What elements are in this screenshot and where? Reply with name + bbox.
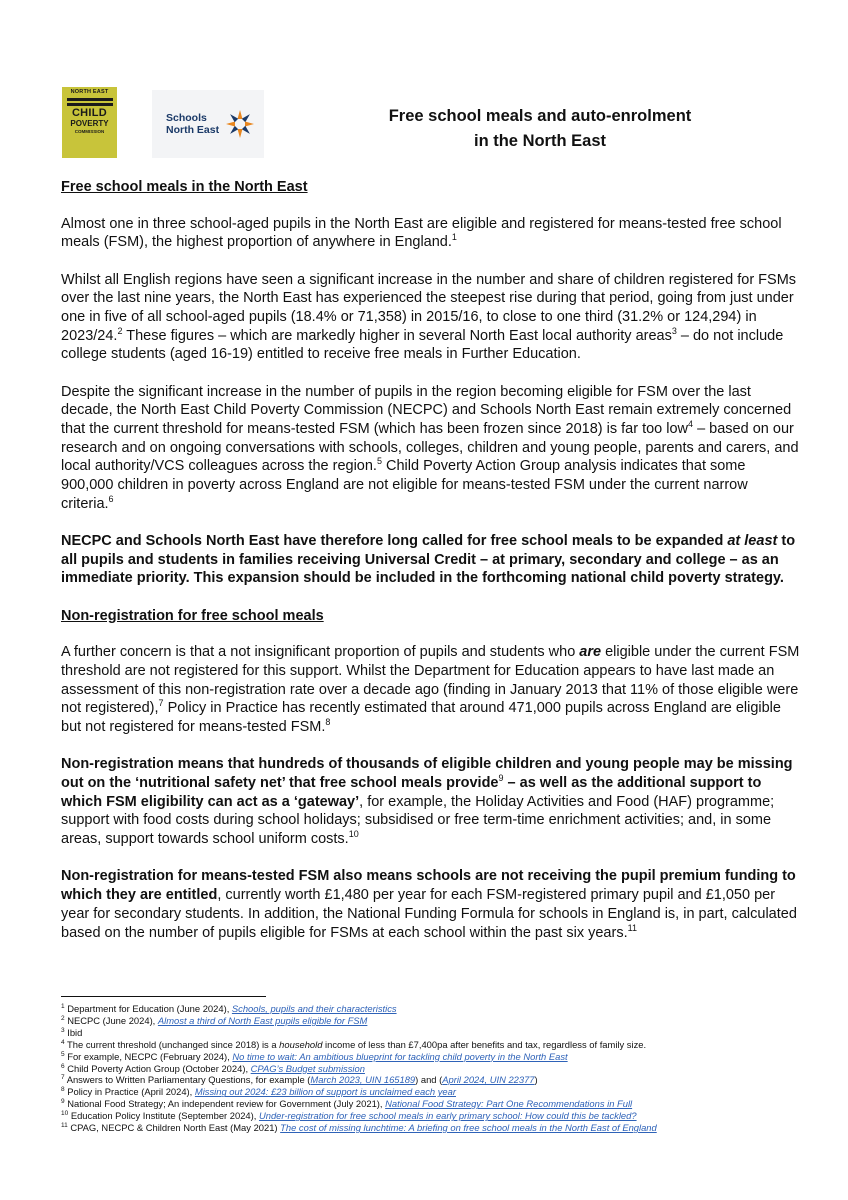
paragraph	[61, 867, 801, 942]
bold-text: NECPC and Schools North East have therefore long called for free school meals to be expanded	[61, 533, 728, 550]
footnote-number: 11	[61, 1121, 68, 1129]
necpc-logo-line1: NORTH EAST	[70, 89, 109, 95]
footnote-link[interactable]: National Food Strategy: Part One Recommendations in Full	[385, 1098, 633, 1110]
paragraph-text: – do not include college students (aged 16-19) entitled to receive free meals in Further Education.	[61, 327, 784, 363]
footnote-number: 10	[61, 1110, 69, 1118]
footnote-text: Answers to Written Parliamentary Questions, for example (	[64, 1074, 311, 1086]
footnote-separator	[61, 996, 266, 997]
footnote-ref: 7	[158, 698, 164, 709]
footnote-ref: 6	[108, 494, 114, 505]
footnote-text: Ibid	[64, 1026, 83, 1038]
footnote	[61, 1074, 821, 1086]
bold-text: Non-registration for means-tested FSM also means schools are not receiving the pupil premium funding to which they are entitled	[61, 868, 796, 904]
necpc-logo-line2: CHILD	[71, 106, 108, 119]
footnote-link[interactable]: March 2023, UIN 165189	[310, 1074, 416, 1086]
footnote-number: 7	[61, 1074, 65, 1082]
footnote-number: 9	[61, 1098, 65, 1106]
footnote-ref: 10	[348, 829, 359, 840]
paragraph-text: – based on our research and on ongoing conversations with schools, colleges, children and young people, parents and carers, and local authority/VCS colleagues across the region.	[61, 421, 799, 475]
document-body	[61, 178, 801, 942]
footnote-number: 1	[61, 1002, 65, 1010]
necpc-logo	[62, 87, 117, 158]
paragraph-text: Policy in Practice has recently estimated that around 471,000 pupils across England are eligible but not registered for means-tested FSM.	[61, 700, 781, 736]
footnote-number: 5	[61, 1050, 65, 1058]
paragraph-text: These figures – which are markedly higher in several North East local authority areas	[122, 327, 672, 344]
paragraph	[61, 215, 801, 252]
footnote-text: )	[534, 1074, 538, 1086]
footnote-link[interactable]: April 2024, UIN 22377	[442, 1074, 535, 1086]
bold-text: – as well as the additional support to which FSM eligibility can act as a ‘gateway’	[61, 775, 762, 810]
footnote-number: 6	[61, 1062, 65, 1070]
footnote	[61, 1086, 821, 1098]
footnote-number: 8	[61, 1086, 65, 1094]
necpc-logo-bar	[67, 103, 113, 106]
footnote	[61, 1027, 821, 1039]
footnote-link[interactable]: Schools, pupils and their characteristics	[231, 1003, 397, 1014]
footnote-ref: 11	[627, 922, 637, 933]
section-heading-non-registration: Non-registration for free school meals	[61, 607, 324, 624]
title-line-1: Free school meals and auto-enrolment	[388, 107, 692, 125]
paragraph-text: , for example, the Holiday Activities and Food (HAF) programme; support with food costs during school holidays; subsidised or free term-time enrichment activities; and, in some areas, support towards school uniform costs.	[61, 793, 775, 848]
footnote-text: NECPC (June 2024),	[64, 1014, 158, 1026]
footnote	[61, 1098, 821, 1110]
footnote	[61, 1039, 821, 1051]
footnote-text: income of less than £7,400pa after benefits and tax, regardless of family size.	[322, 1038, 647, 1050]
document-title	[300, 104, 780, 154]
paragraph-text: Despite the significant increase in the number of pupils in the region becoming eligible for FSM over the last decade, the North East Child Poverty Commission (NECPC) and Schools North East remain extremely concerned that the current threshold for means-tested FSM (which has been frozen since 2018) is far too low	[61, 383, 792, 438]
bold-italic-text: at least	[727, 533, 778, 550]
footnote-number: 3	[61, 1026, 65, 1034]
bold-text: to all pupils and students in families receiving Universal Credit – at primary, secondary and college – as an immediate priority. This expansion should be included in the forthcoming national child poverty strategy.	[61, 533, 796, 587]
footnote-link[interactable]: No time to wait: An ambitious blueprint for tackling child poverty in the North East	[232, 1050, 568, 1062]
footnote-link[interactable]: The cost of missing lunchtime: A briefing on free school meals in the North East of England	[280, 1122, 657, 1134]
footnote-ref: 3	[671, 325, 677, 336]
paragraph-text: eligible under the current FSM threshold are not registered for this support. Whilst the Department for Education appears to have last made an assessment of this non-registration rate over a decade ago (finding in January 2013 that 11% of those eligible were not registered),	[61, 644, 800, 717]
schools-north-east-logo	[152, 90, 264, 158]
footnote-text: Policy in Practice (April 2024),	[64, 1086, 195, 1098]
footnote-ref: 8	[325, 717, 331, 728]
paragraph	[61, 383, 801, 514]
paragraph-text: Almost one in three school-aged pupils in the North East are eligible and registered for means-tested free school meals (FSM), the highest proportion of anywhere in England.	[61, 215, 782, 251]
policy-ask-paragraph	[61, 532, 801, 588]
title-line-2: in the North East	[473, 132, 606, 150]
sne-logo-line2: North East	[166, 124, 220, 136]
paragraph-text: A further concern is that a not insignificant proportion of pupils and students who	[61, 644, 580, 661]
necpc-logo-bar	[67, 98, 113, 101]
footnote	[61, 1015, 821, 1027]
necpc-logo-line4: COMMISSION	[74, 128, 105, 134]
footnote	[61, 1110, 821, 1122]
bold-text: Non-registration means that hundreds of thousands of eligible children and young people may be missing out on the ‘nutritional safety net’ that free school meals provide	[61, 756, 793, 792]
footnote-text: Department for Education (June 2024),	[64, 1003, 232, 1014]
footnote-link[interactable]: CPAG’s Budget submission	[250, 1062, 365, 1074]
footnote-text: National Food Strategy; An independent review for Government (July 2021),	[64, 1098, 386, 1110]
star-burst-icon	[225, 109, 255, 139]
footnote-text: For example, NECPC (February 2024),	[64, 1050, 233, 1062]
paragraph-text: Whilst all English regions have seen a significant increase in the number and share of children registered for FSMs over the last nine years, the North East has experienced the steepest rise during that period, going from just under one in five of all school-aged pupils (18.4% or 71,358) in 2015/16, to close to one third (31.2% or 124,294) in 2023/24.	[61, 271, 797, 344]
bold-italic-text: are	[579, 644, 602, 661]
footnote-ref: 9	[498, 773, 504, 784]
paragraph-text: , currently worth £1,480 per year for each FSM-registered primary pupil and £1,050 per year for secondary students. In addition, the National Funding Formula for schools in England is, in part, calculated based on the number of pupils eligible for FSMs at each school within the past six years.	[61, 887, 797, 941]
footnote-link[interactable]: Under-registration for free school meals in early primary school: How could this be tackled?	[258, 1110, 637, 1122]
footnote-text: CPAG, NECPC & Children North East (May 2021)	[67, 1122, 281, 1134]
footnote	[61, 1122, 821, 1134]
footnote	[61, 1003, 821, 1015]
sne-logo-line1: Schools	[166, 111, 207, 124]
footnote	[61, 1051, 821, 1063]
footnotes	[61, 1003, 821, 1134]
footnote-text: Education Policy Institute (September 2024),	[68, 1110, 259, 1122]
footnote-text: Child Poverty Action Group (October 2024),	[64, 1062, 251, 1074]
footnote-ref: 4	[688, 419, 694, 430]
footnote-ref: 2	[117, 325, 123, 336]
footnote-text: The current threshold (unchanged since 2018) is a	[64, 1038, 280, 1050]
footnote-text: ) and (	[415, 1074, 443, 1086]
footnote-ref: 1	[451, 232, 457, 243]
necpc-logo-line3: POVERTY	[70, 118, 109, 128]
footnote-italic-text: household	[279, 1038, 323, 1050]
paragraph	[61, 271, 801, 365]
footnote	[61, 1063, 821, 1075]
paragraph	[61, 643, 801, 737]
footnote-link[interactable]: Almost a third of North East pupils eligible for FSM	[157, 1014, 368, 1026]
paragraph	[61, 755, 801, 849]
footnote-number: 2	[61, 1014, 65, 1022]
paragraph-text: Child Poverty Action Group analysis indicates that some 900,000 children in poverty across England are not eligible for means-tested FSM under the current narrow criteria.	[61, 458, 748, 512]
footnote-number: 4	[61, 1038, 65, 1046]
section-heading-fsm: Free school meals in the North East	[61, 179, 308, 195]
footnote-ref: 5	[376, 456, 382, 467]
footnote-link[interactable]: Missing out 2024: £23 billion of support is unclaimed each year	[194, 1086, 456, 1098]
